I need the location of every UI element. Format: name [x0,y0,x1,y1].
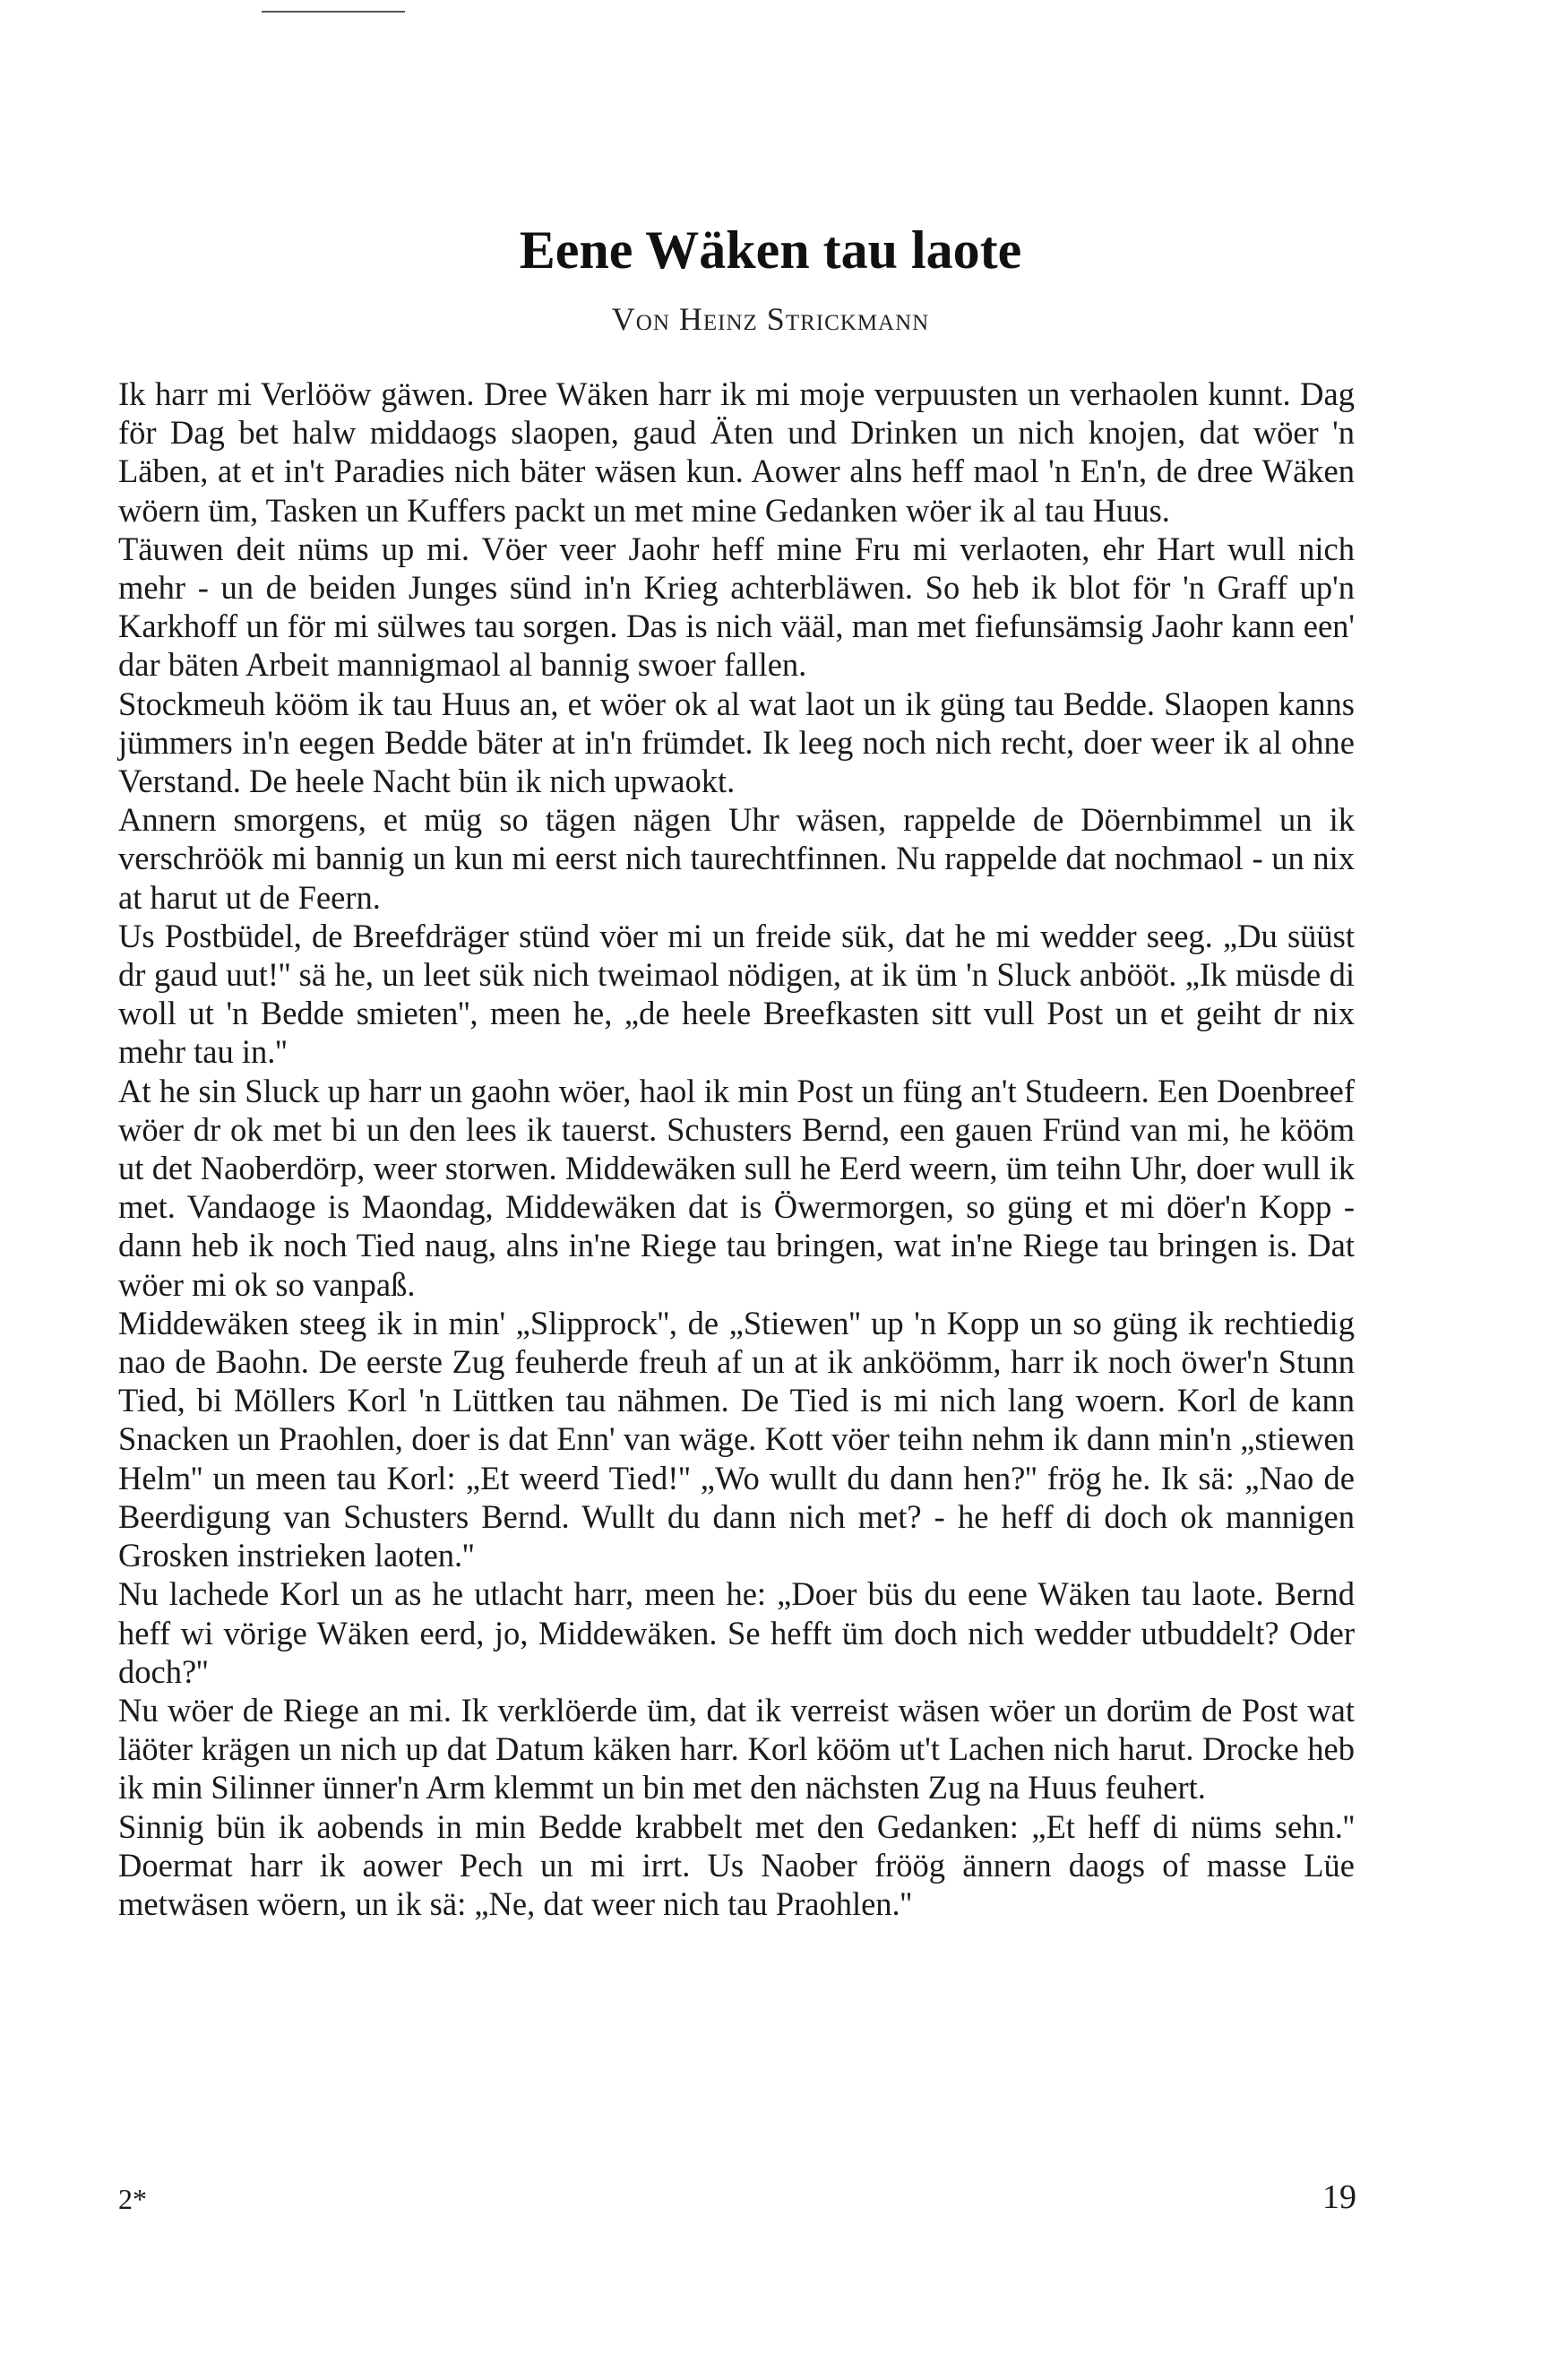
paragraph: Nu lachede Korl un as he utlacht harr, meen he: „Doer büs du eene Wäken tau laote. Bernd heff wi vörige Wäken eerd, jo, Middewäken. Se hefft üm doch nich wedder utbuddelt? Oder doch?'' [118,1575,1355,1690]
article-byline: Von Heinz Strickmann [611,301,930,337]
paragraph: Annern smorgens, et müg so tägen nägen Uhr wäsen, rappelde de Döernbimmel un ik verschröök mi bannig un kun mi eerst nich taurechtfinnen. Nu rappelde dat nochmaol - un nix at harut ut de Feern. [118,801,1355,916]
paragraph: Nu wöer de Riege an mi. Ik verklöerde üm, dat ik verreist wäsen wöer un dorüm de Post wat läöter krägen un nich up dat Datum käken harr. Korl kööm ut't Lachen nich harut. Drocke heb ik min Silinner ünner'n Arm klemmt un bin met den nächsten Zug na Huus feuhert. [118,1691,1355,1807]
top-rule [262,11,405,13]
article-body [118,375,1355,1923]
paragraph: Sinnig bün ik aobends in min Bedde krabbelt met den Gedanken: „Et heff di nüms sehn.'' Doermat harr ik aower Pech un mi irrt. Us Naober fröög ännern daogs of masse Lüe metwäsen wöern, un ik sä: „Ne, dat weer nich tau Praohlen.'' [118,1807,1355,1922]
signature-mark: 2* [118,2183,147,2215]
paragraph: At he sin Sluck up harr un gaohn wöer, haol ik min Post un füng an't Studeern. Een Doenbreef wöer dr ok met bi un den lees ik tauerst. Schusters Bernd, een gauen Fründ van mi, he kööm ut det Naoberdörp, weer storwen. Middewäken sull he Eerd weern, üm teihn Uhr, doer wull ik met. Vandaoge is Maondag, Middewäken dat is Öwermorgen, so güng et mi döer'n Kopp - dann heb ik noch Tied naug, alns in'ne Riege tau bringen, wat in'ne Riege tau bringen is. Dat wöer mi ok so vanpaß. [118,1072,1355,1303]
paragraph: Us Postbüdel, de Breefdräger stünd vöer mi un freide sük, dat he mi wedder seeg. „Du süüst dr gaud uut!'' sä he, un leet sük nich tweimaol nödigen, at ik üm 'n Sluck anbööt. „Ik müsde di woll ut 'n Bedde smieten'', meen he, „de heele Breefkasten sitt vull Post un et geiht dr nix mehr tau in.'' [118,917,1355,1071]
paragraph: Ik harr mi Verlööw gäwen. Dree Wäken harr ik mi moje verpuusten un verhaolen kunnt. Dag för Dag bet halw middaogs slaopen, gaud Äten und Drinken un nich knojen, dat wöer 'n Läben, at et in't Paradies nich bäter wäsen kun. Aower alns heff maol 'n En'n, de dree Wäken wöern üm, Tasken un Kuffers packt un met mine Gedanken wöer ik al tau Huus. [118,375,1355,529]
article-title: Eene Wäken tau laote [519,220,1022,280]
page-number: 19 [1322,2178,1356,2216]
paragraph: Stockmeuh kööm ik tau Huus an, et wöer ok al wat laot un ik güng tau Bedde. Slaopen kanns jümmers in'n eegen Bedde bäter at in'n frümdet. Ik leeg noch nich recht, doer weer ik al ohne Verstand. De heele Nacht bün ik nich upwaokt. [118,685,1355,800]
paragraph: Middewäken steeg ik in min' „Slipprock'', de „Stiewen'' up 'n Kopp un so güng ik rechtiedig nao de Baohn. De eerste Zug feuherde freuh af un at ik anköömm, harr ik noch öwer'n Stunn Tied, bi Möllers Korl 'n Lüttken tau nähmen. De Tied is mi nich lang woern. Korl de kann Snacken un Praohlen, doer is dat Enn' van wäge. Kott vöer teihn nehm ik dann min'n „stiewen Helm'' un meen tau Korl: „Et weerd Tied!'' „Wo wullt du dann hen?'' frög he. Ik sä: „Nao de Beerdigung van Schusters Bernd. Wullt du dann nich met? - he heff di doch ok mannigen Grosken instrieken laoten.'' [118,1304,1355,1574]
paragraph: Täuwen deit nüms up mi. Vöer veer Jaohr heff mine Fru mi verlaoten, ehr Hart wull nich mehr - un de beiden Junges sünd in'n Krieg achterbläwen. So heb ik blot för 'n Graff up'n Karkhoff un för mi sülwes tau sorgen. Das is nich vääl, man met fiefunsämsig Jaohr kann een' dar bäten Arbeit mannigmaol al bannig swoer fallen. [118,530,1355,684]
